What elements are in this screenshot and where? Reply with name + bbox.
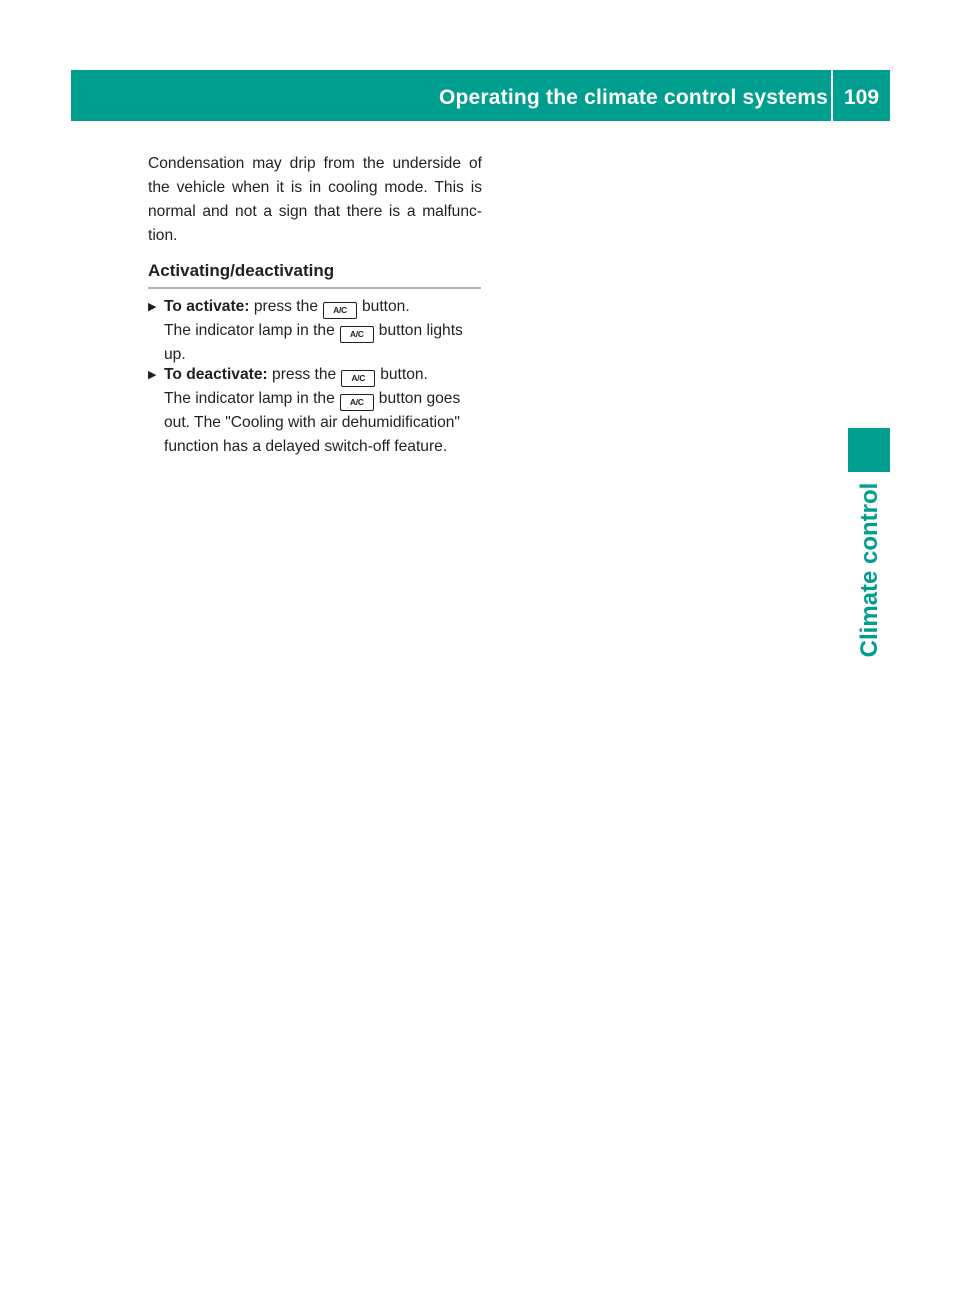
page-header-title: Operating the climate control systems — [438, 86, 828, 109]
ac-button-icon: A/C — [340, 394, 374, 411]
ac-button-icon: A/C — [341, 370, 375, 387]
step-activate-action-post: button. — [362, 298, 410, 315]
heading-rule — [148, 287, 481, 289]
step-deactivate-action-post: button. — [380, 366, 428, 383]
step-activate — [148, 295, 482, 367]
section-heading: Activating/deactivating — [148, 261, 335, 280]
step-deactivate-action-pre: press the — [272, 366, 337, 383]
intro-paragraph: Condensation may drip from the underside of the vehicle when it is in cooling mode. This is normal and not a sign that there is a malfunc-tion. — [148, 155, 482, 244]
section-tab-marker — [848, 428, 890, 472]
step-arrow-icon: ▶ — [148, 369, 157, 381]
step-deactivate-detail — [164, 387, 482, 459]
page-number: 109 — [843, 86, 880, 109]
step-activate-label: To activate: — [164, 298, 250, 315]
ac-button-icon: A/C — [323, 302, 357, 319]
step-deactivate-detail-pre: The indicator lamp in the — [164, 390, 335, 407]
step-deactivate — [148, 363, 482, 459]
ac-button-icon: A/C — [340, 326, 374, 343]
step-activate-action-pre: press the — [253, 298, 318, 315]
step-arrow-icon: ▶ — [148, 301, 157, 313]
step-activate-detail-post: button lights up. — [164, 322, 463, 363]
step-activate-detail-pre: The indicator lamp in the — [164, 322, 335, 339]
step-activate-detail — [164, 319, 482, 367]
step-activate-action — [164, 295, 482, 319]
step-deactivate-action — [164, 363, 482, 387]
step-deactivate-label: To deactivate: — [164, 366, 268, 383]
section-tab-label: Climate control — [856, 482, 883, 658]
step-deactivate-detail-post: button goes out. The "Cooling with air dehumidification" function has a delayed switch-off feature. — [164, 390, 461, 455]
